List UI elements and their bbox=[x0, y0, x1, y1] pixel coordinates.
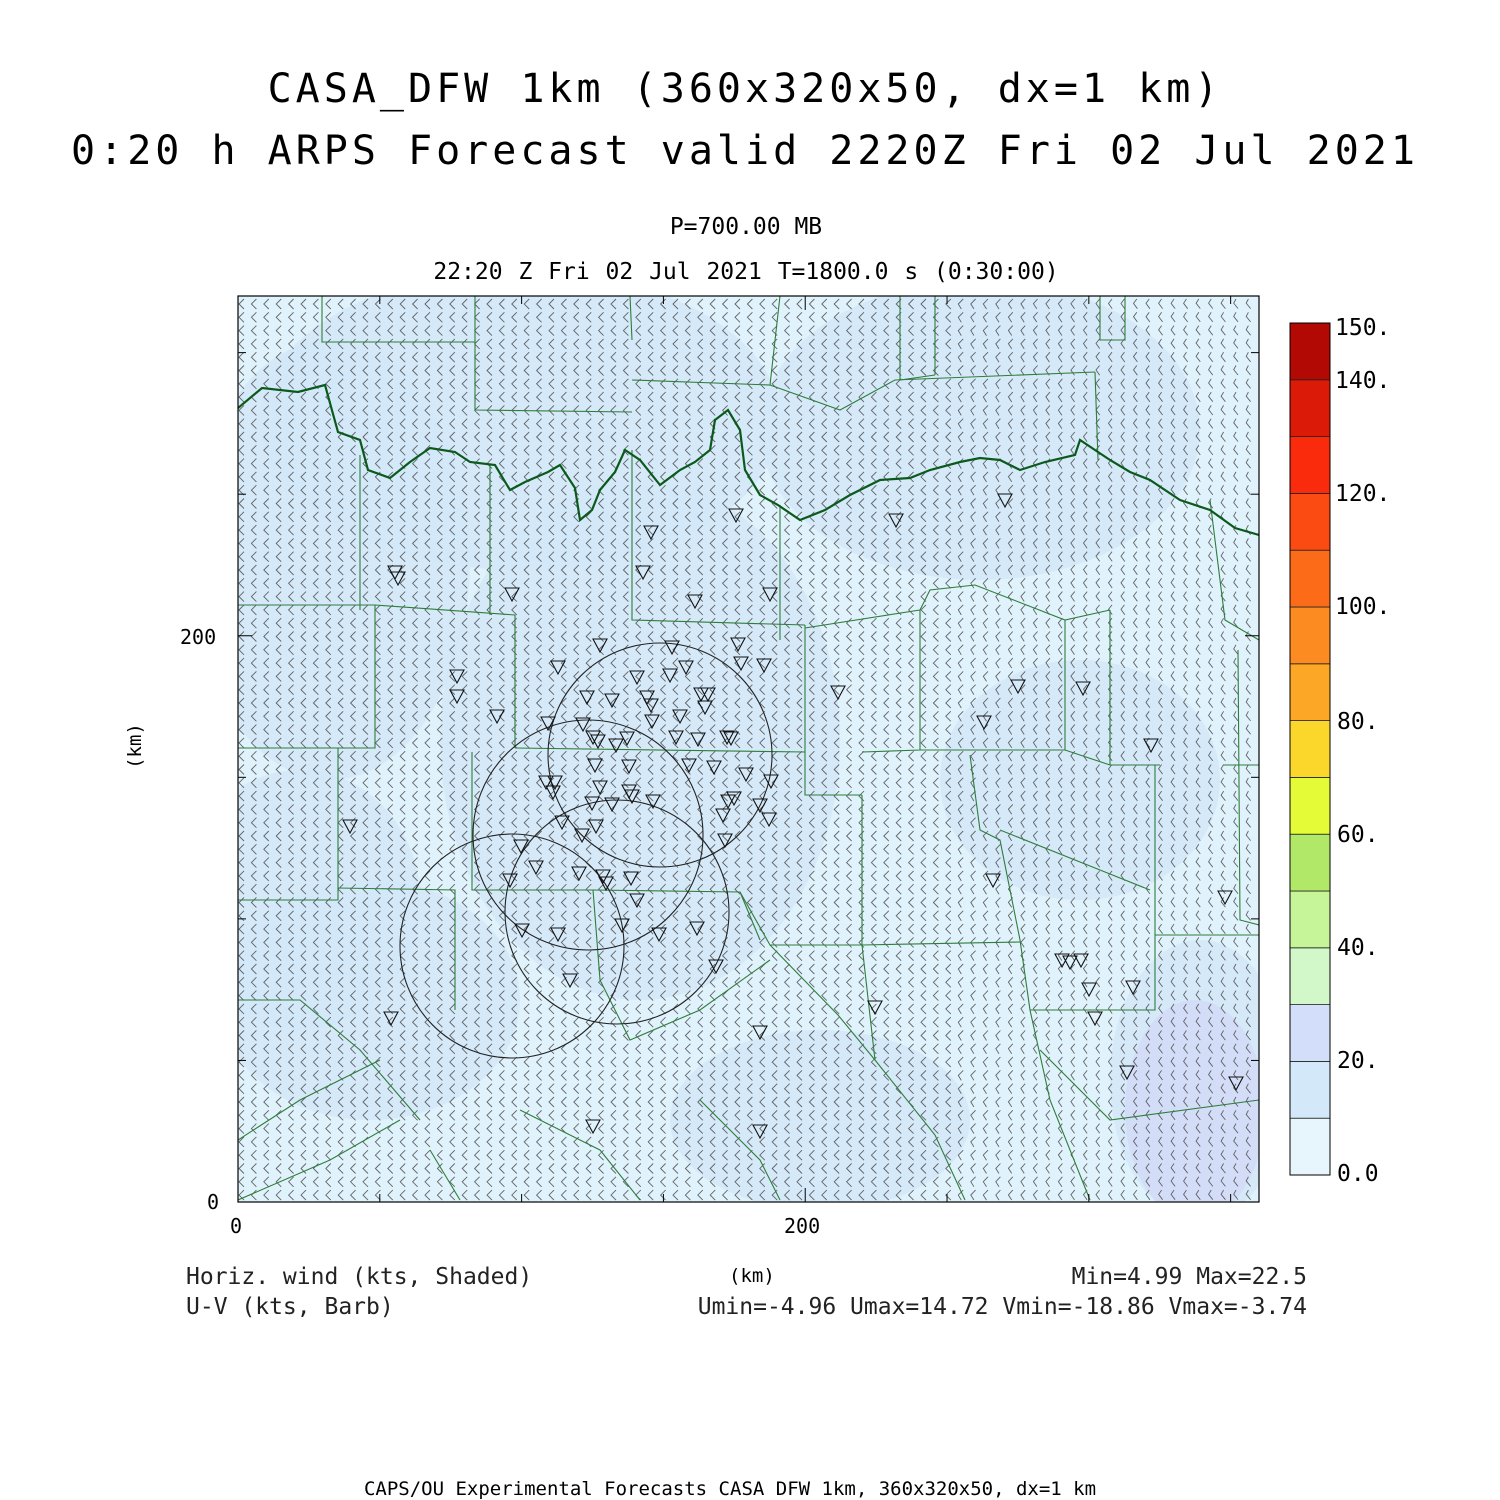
y-tick-200: 200 bbox=[180, 625, 217, 649]
colorbar-box bbox=[1290, 664, 1330, 721]
colorbar-box bbox=[1290, 1061, 1330, 1118]
footer-credit: CAPS/OU Experimental Forecasts CASA DFW 1km, 360x320x50, dx=1 km bbox=[363, 1478, 1097, 1500]
uv-stats-label: Umin=-4.96 Umax=14.72 Vmin=-18.86 Vmax=-3.74 bbox=[697, 1294, 1307, 1320]
colorbar-box bbox=[1290, 607, 1330, 664]
colorbar-label: 140. bbox=[1335, 368, 1391, 394]
colorbar-box bbox=[1290, 1118, 1330, 1175]
colorbar-box bbox=[1290, 493, 1330, 550]
colorbar-box bbox=[1290, 891, 1330, 948]
y-tick-0: 0 bbox=[207, 1190, 220, 1214]
x-tick-200: 200 bbox=[784, 1214, 821, 1238]
wind-speed-shading bbox=[180, 270, 1290, 1220]
vector-field-label: U-V (kts, Barb) bbox=[186, 1294, 394, 1320]
speed-patch bbox=[940, 660, 1220, 900]
colorbar-label: 20. bbox=[1337, 1048, 1379, 1074]
y-axis-label: (km) bbox=[123, 723, 146, 769]
colorbar bbox=[1290, 323, 1330, 1175]
colorbar-box bbox=[1290, 550, 1330, 607]
colorbar-box bbox=[1290, 948, 1330, 1005]
colorbar-label: 0.0 bbox=[1337, 1161, 1379, 1187]
speed-patch-strong bbox=[1125, 1000, 1265, 1220]
speed-patch bbox=[760, 280, 1200, 580]
colorbar-label: 60. bbox=[1337, 822, 1379, 848]
chart-title: CASA_DFW 1km (360x320x50, dx=1 km) bbox=[267, 66, 1223, 112]
colorbar-label: 150. bbox=[1335, 315, 1391, 341]
colorbar-box bbox=[1290, 1005, 1330, 1062]
colorbar-box bbox=[1290, 437, 1330, 494]
x-tick-0: 0 bbox=[230, 1214, 243, 1238]
x-axis-label: (km) bbox=[729, 1265, 775, 1287]
colorbar-label: 120. bbox=[1335, 481, 1391, 507]
pressure-level-label: P=700.00 MB bbox=[669, 214, 823, 240]
colorbar-label: 40. bbox=[1337, 935, 1379, 961]
colorbar-box bbox=[1290, 777, 1330, 834]
colorbar-label: 100. bbox=[1335, 594, 1391, 620]
colorbar-box bbox=[1290, 721, 1330, 778]
shaded-field-label: Horiz. wind (kts, Shaded) bbox=[186, 1264, 533, 1290]
colorbar-label: 80. bbox=[1337, 709, 1379, 735]
colorbar-box bbox=[1290, 323, 1330, 380]
valid-time-label: 22:20 Z Fri 02 Jul 2021 T=1800.0 s (0:30:00) bbox=[433, 259, 1059, 285]
min-max-label: Min=4.99 Max=22.5 bbox=[1071, 1264, 1307, 1290]
chart-subtitle: 0:20 h ARPS Forecast valid 2220Z Fri 02 Jul 2021 bbox=[71, 128, 1419, 174]
colorbar-box bbox=[1290, 834, 1330, 891]
colorbar-box bbox=[1290, 380, 1330, 437]
